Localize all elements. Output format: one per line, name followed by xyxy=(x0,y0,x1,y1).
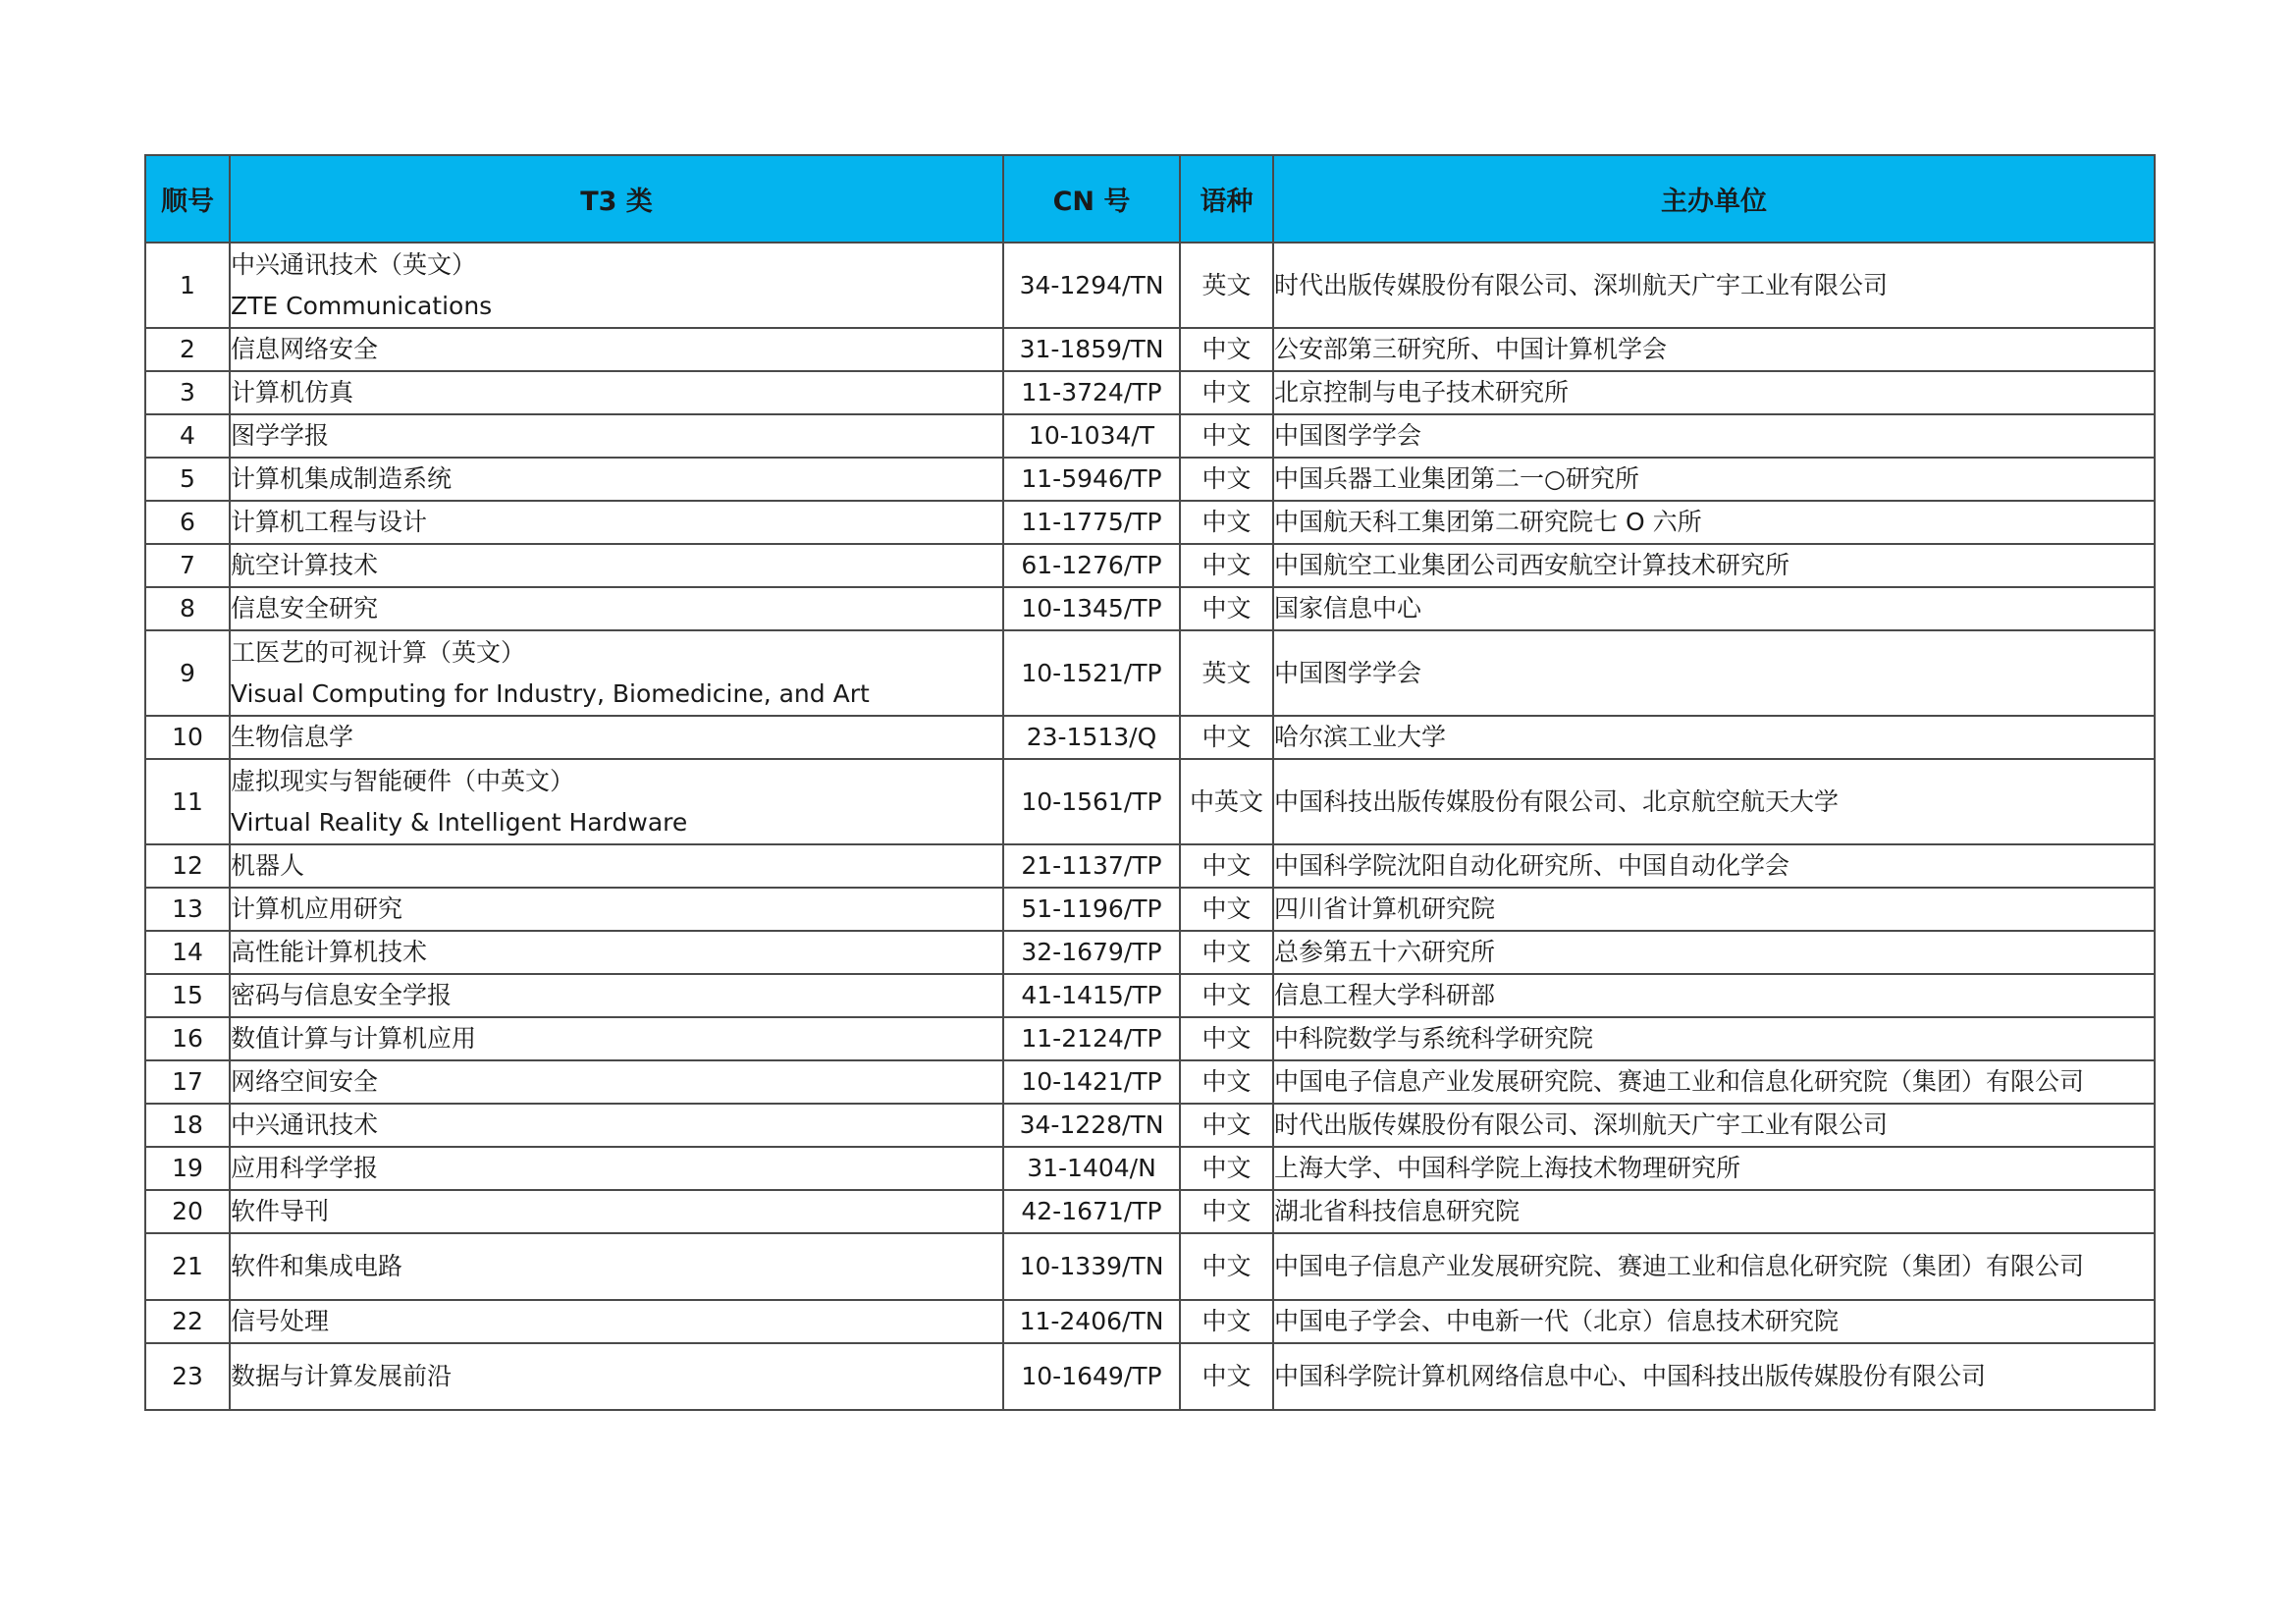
row-cn-number: 41-1415/TP xyxy=(1003,974,1180,1017)
table-row xyxy=(145,371,2155,414)
table-row xyxy=(145,1060,2155,1104)
journal-title-cn: 中兴通讯技术（英文） xyxy=(231,249,477,279)
header-organizer: 主办单位 xyxy=(1273,155,2155,243)
row-organizer: 信息工程大学科研部 xyxy=(1273,974,2155,1017)
row-language: 英文 xyxy=(1180,243,1273,328)
table-row xyxy=(145,328,2155,371)
row-cn-number: 21-1137/TP xyxy=(1003,844,1180,888)
row-language: 中文 xyxy=(1180,1343,1273,1410)
row-index: 12 xyxy=(145,844,230,888)
row-cn-number: 11-1775/TP xyxy=(1003,501,1180,544)
row-index: 9 xyxy=(145,630,230,716)
row-cn-number: 34-1228/TN xyxy=(1003,1104,1180,1147)
journal-title-cn: 中兴通讯技术 xyxy=(231,1110,379,1139)
row-title xyxy=(230,630,1003,716)
row-index: 1 xyxy=(145,243,230,328)
header-title: T3 类 xyxy=(230,155,1003,243)
row-cn-number: 51-1196/TP xyxy=(1003,888,1180,931)
row-cn-number: 10-1421/TP xyxy=(1003,1060,1180,1104)
row-cn-number: 31-1859/TN xyxy=(1003,328,1180,371)
row-cn-number: 10-1521/TP xyxy=(1003,630,1180,716)
row-cn-number: 31-1404/N xyxy=(1003,1147,1180,1190)
journal-title-cn: 数据与计算发展前沿 xyxy=(231,1362,453,1390)
row-language: 中文 xyxy=(1180,544,1273,587)
row-title xyxy=(230,1017,1003,1060)
row-organizer: 中国图学学会 xyxy=(1273,414,2155,458)
row-organizer: 中国航天科工集团第二研究院七 O 六所 xyxy=(1273,501,2155,544)
row-title xyxy=(230,1300,1003,1343)
row-organizer: 中国航空工业集团公司西安航空计算技术研究所 xyxy=(1273,544,2155,587)
row-cn-number: 34-1294/TN xyxy=(1003,243,1180,328)
table-row xyxy=(145,716,2155,759)
journal-title-cn: 高性能计算机技术 xyxy=(231,938,428,966)
row-index: 6 xyxy=(145,501,230,544)
journal-title-cn: 工医艺的可视计算（英文） xyxy=(231,637,526,667)
row-cn-number: 42-1671/TP xyxy=(1003,1190,1180,1233)
row-language: 中英文 xyxy=(1180,759,1273,844)
row-title xyxy=(230,458,1003,501)
row-organizer: 北京控制与电子技术研究所 xyxy=(1273,371,2155,414)
row-organizer: 国家信息中心 xyxy=(1273,587,2155,630)
table-row xyxy=(145,458,2155,501)
row-organizer: 中国科学院计算机网络信息中心、中国科技出版传媒股份有限公司 xyxy=(1273,1343,2155,1410)
row-index: 22 xyxy=(145,1300,230,1343)
journal-title-cn: 软件和集成电路 xyxy=(231,1252,403,1280)
row-cn-number: 32-1679/TP xyxy=(1003,931,1180,974)
table-row xyxy=(145,974,2155,1017)
row-title xyxy=(230,328,1003,371)
row-organizer: 公安部第三研究所、中国计算机学会 xyxy=(1273,328,2155,371)
journal-title-en: ZTE Communications xyxy=(231,291,493,320)
row-language: 中文 xyxy=(1180,328,1273,371)
row-cn-number: 10-1649/TP xyxy=(1003,1343,1180,1410)
row-title xyxy=(230,1060,1003,1104)
journal-title-cn: 机器人 xyxy=(231,851,305,880)
table-row xyxy=(145,888,2155,931)
row-cn-number: 23-1513/Q xyxy=(1003,716,1180,759)
row-organizer: 中国兵器工业集团第二一○研究所 xyxy=(1273,458,2155,501)
journal-title-cn: 信息网络安全 xyxy=(231,335,379,363)
row-cn-number: 10-1339/TN xyxy=(1003,1233,1180,1300)
row-title xyxy=(230,1233,1003,1300)
row-organizer: 四川省计算机研究院 xyxy=(1273,888,2155,931)
row-index: 13 xyxy=(145,888,230,931)
table-row xyxy=(145,1300,2155,1343)
table-row xyxy=(145,587,2155,630)
journal-title-cn: 计算机仿真 xyxy=(231,378,354,406)
row-title xyxy=(230,1104,1003,1147)
row-language: 中文 xyxy=(1180,716,1273,759)
row-index: 8 xyxy=(145,587,230,630)
journal-title-cn: 信号处理 xyxy=(231,1307,330,1335)
row-index: 14 xyxy=(145,931,230,974)
row-index: 20 xyxy=(145,1190,230,1233)
journal-title-cn: 航空计算技术 xyxy=(231,551,379,579)
row-index: 16 xyxy=(145,1017,230,1060)
table-row xyxy=(145,931,2155,974)
table-row xyxy=(145,544,2155,587)
row-language: 中文 xyxy=(1180,414,1273,458)
journal-title-cn: 信息安全研究 xyxy=(231,594,379,623)
row-language: 中文 xyxy=(1180,1147,1273,1190)
row-title xyxy=(230,587,1003,630)
table-row xyxy=(145,759,2155,844)
row-cn-number: 11-2406/TN xyxy=(1003,1300,1180,1343)
row-title xyxy=(230,844,1003,888)
table-row xyxy=(145,414,2155,458)
row-title xyxy=(230,716,1003,759)
row-title xyxy=(230,1190,1003,1233)
journal-title-cn: 计算机集成制造系统 xyxy=(231,464,453,493)
row-language: 中文 xyxy=(1180,1300,1273,1343)
row-organizer: 上海大学、中国科学院上海技术物理研究所 xyxy=(1273,1147,2155,1190)
table-row xyxy=(145,1104,2155,1147)
row-language: 中文 xyxy=(1180,501,1273,544)
row-language: 中文 xyxy=(1180,1017,1273,1060)
header-cn: CN 号 xyxy=(1003,155,1180,243)
table-row xyxy=(145,844,2155,888)
row-cn-number: 11-3724/TP xyxy=(1003,371,1180,414)
row-title xyxy=(230,501,1003,544)
row-organizer: 中国图学学会 xyxy=(1273,630,2155,716)
row-cn-number: 61-1276/TP xyxy=(1003,544,1180,587)
row-title xyxy=(230,243,1003,328)
journal-title-cn: 生物信息学 xyxy=(231,723,354,751)
row-language: 中文 xyxy=(1180,1233,1273,1300)
journal-title-cn: 网络空间安全 xyxy=(231,1067,379,1096)
row-index: 11 xyxy=(145,759,230,844)
row-cn-number: 11-2124/TP xyxy=(1003,1017,1180,1060)
row-index: 23 xyxy=(145,1343,230,1410)
journal-title-cn: 密码与信息安全学报 xyxy=(231,981,453,1009)
journal-title-cn: 软件导刊 xyxy=(231,1197,330,1225)
row-index: 18 xyxy=(145,1104,230,1147)
row-index: 10 xyxy=(145,716,230,759)
row-language: 中文 xyxy=(1180,1104,1273,1147)
row-index: 15 xyxy=(145,974,230,1017)
row-organizer: 中国科技出版传媒股份有限公司、北京航空航天大学 xyxy=(1273,759,2155,844)
row-index: 21 xyxy=(145,1233,230,1300)
journal-title-cn: 计算机工程与设计 xyxy=(231,508,428,536)
row-index: 2 xyxy=(145,328,230,371)
journal-title-en: Virtual Reality & Intelligent Hardware xyxy=(231,807,688,837)
table-row xyxy=(145,1190,2155,1233)
row-language: 中文 xyxy=(1180,931,1273,974)
row-language: 英文 xyxy=(1180,630,1273,716)
row-language: 中文 xyxy=(1180,1060,1273,1104)
row-organizer: 中国电子信息产业发展研究院、赛迪工业和信息化研究院（集团）有限公司 xyxy=(1273,1060,2155,1104)
table-row xyxy=(145,630,2155,716)
table-row xyxy=(145,1147,2155,1190)
row-cn-number: 10-1561/TP xyxy=(1003,759,1180,844)
row-index: 3 xyxy=(145,371,230,414)
journal-title-cn: 图学学报 xyxy=(231,421,330,450)
row-language: 中文 xyxy=(1180,974,1273,1017)
row-language: 中文 xyxy=(1180,1190,1273,1233)
table-row xyxy=(145,1343,2155,1410)
header-language: 语种 xyxy=(1180,155,1273,243)
row-cn-number: 10-1345/TP xyxy=(1003,587,1180,630)
table-row xyxy=(145,243,2155,328)
row-language: 中文 xyxy=(1180,371,1273,414)
row-title xyxy=(230,931,1003,974)
journal-title-cn: 计算机应用研究 xyxy=(231,894,403,923)
row-title xyxy=(230,759,1003,844)
journal-table xyxy=(144,154,2156,1411)
row-organizer: 中科院数学与系统科学研究院 xyxy=(1273,1017,2155,1060)
row-title xyxy=(230,1147,1003,1190)
journal-title-cn: 应用科学学报 xyxy=(231,1154,379,1182)
row-index: 4 xyxy=(145,414,230,458)
table-row xyxy=(145,1233,2155,1300)
journal-title-en: Visual Computing for Industry, Biomedicine, and Art xyxy=(231,678,870,708)
row-title xyxy=(230,414,1003,458)
row-organizer: 总参第五十六研究所 xyxy=(1273,931,2155,974)
row-cn-number: 10-1034/T xyxy=(1003,414,1180,458)
row-cn-number: 11-5946/TP xyxy=(1003,458,1180,501)
row-language: 中文 xyxy=(1180,587,1273,630)
row-title xyxy=(230,544,1003,587)
row-title xyxy=(230,974,1003,1017)
table-header xyxy=(145,155,2155,243)
row-organizer: 中国电子信息产业发展研究院、赛迪工业和信息化研究院（集团）有限公司 xyxy=(1273,1233,2155,1300)
row-index: 19 xyxy=(145,1147,230,1190)
row-title xyxy=(230,371,1003,414)
header-index: 顺号 xyxy=(145,155,230,243)
row-index: 17 xyxy=(145,1060,230,1104)
row-organizer: 时代出版传媒股份有限公司、深圳航天广宇工业有限公司 xyxy=(1273,243,2155,328)
journal-title-cn: 数值计算与计算机应用 xyxy=(231,1024,477,1053)
row-organizer: 哈尔滨工业大学 xyxy=(1273,716,2155,759)
row-index: 5 xyxy=(145,458,230,501)
row-organizer: 中国电子学会、中电新一代（北京）信息技术研究院 xyxy=(1273,1300,2155,1343)
row-organizer: 中国科学院沈阳自动化研究所、中国自动化学会 xyxy=(1273,844,2155,888)
row-title xyxy=(230,888,1003,931)
row-language: 中文 xyxy=(1180,888,1273,931)
table-body xyxy=(145,243,2155,1410)
row-language: 中文 xyxy=(1180,458,1273,501)
row-organizer: 湖北省科技信息研究院 xyxy=(1273,1190,2155,1233)
row-language: 中文 xyxy=(1180,844,1273,888)
journal-title-cn: 虚拟现实与智能硬件（中英文） xyxy=(231,766,575,795)
table-row xyxy=(145,501,2155,544)
table-row xyxy=(145,1017,2155,1060)
row-title xyxy=(230,1343,1003,1410)
row-organizer: 时代出版传媒股份有限公司、深圳航天广宇工业有限公司 xyxy=(1273,1104,2155,1147)
row-index: 7 xyxy=(145,544,230,587)
